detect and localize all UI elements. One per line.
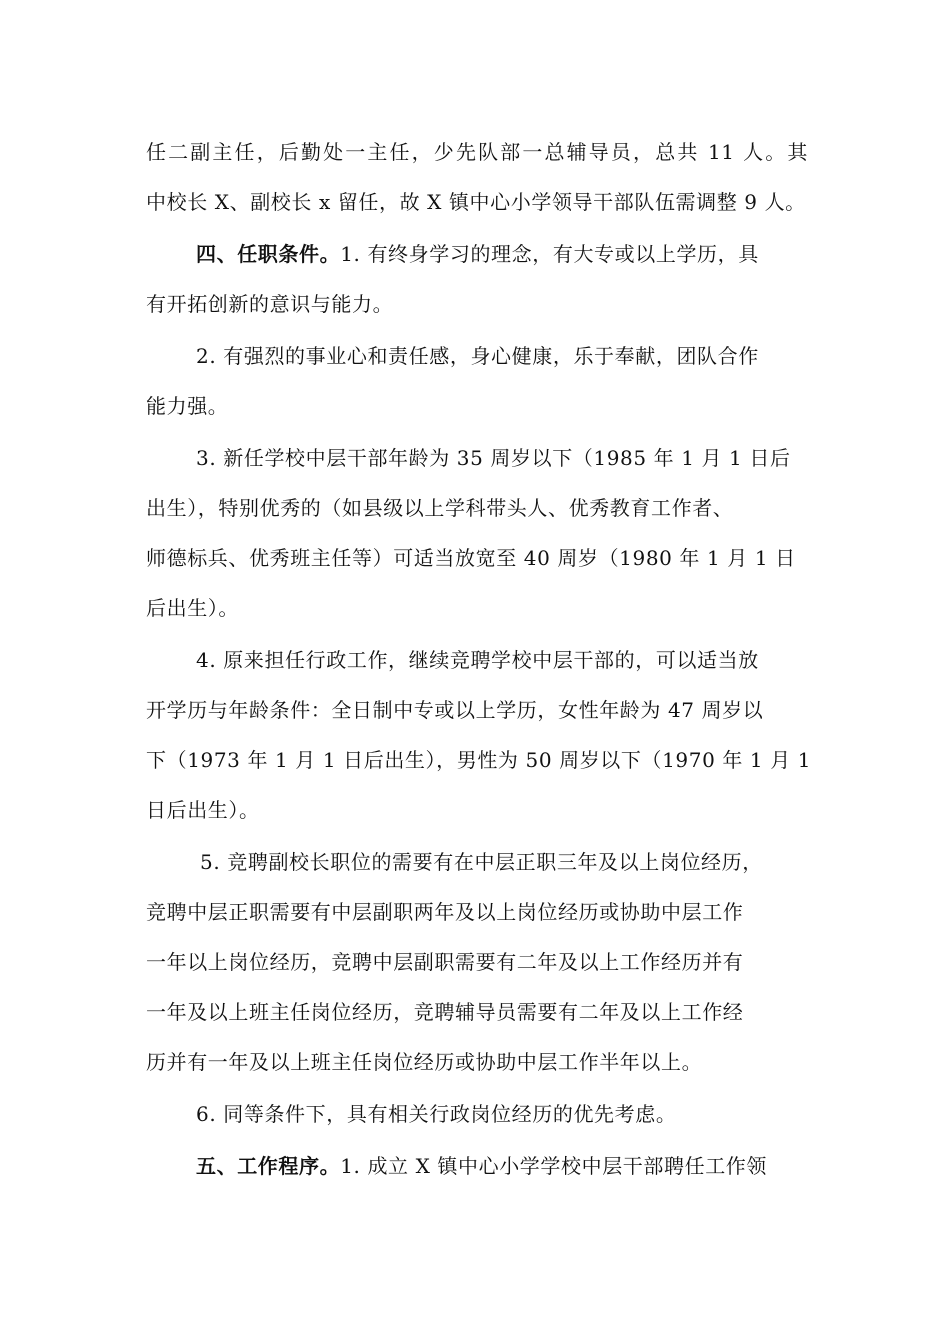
text-line: 开学历与年龄条件：全日制中专或以上学历，女性年龄为 47 周岁以 <box>146 698 764 722</box>
text-line: 5. 竞聘副校长职位的需要有在中层正职三年及以上岗位经历， <box>200 850 763 874</box>
text-line: 一年及以上班主任岗位经历，竞聘辅导员需要有二年及以上工作经 <box>146 1000 744 1024</box>
text-line: 有开拓创新的意识与能力。 <box>146 292 394 316</box>
document-body <box>146 127 812 1191</box>
text-line: 历并有一年及以上班主任岗位经历或协助中层工作半年以上。 <box>146 1050 703 1074</box>
text-line <box>146 229 808 279</box>
text-line: 一年以上岗位经历，竞聘中层副职需要有二年及以上工作经历并有 <box>146 950 744 974</box>
text-line: 任二副主任，后勤处一主任，少先队部一总辅导员，总共 11 人。其 <box>146 140 808 164</box>
text-line: 能力强。 <box>146 394 229 418</box>
text-line: 6. 同等条件下，具有相关行政岗位经历的优先考虑。 <box>196 1102 677 1126</box>
section-heading: 五、工作程序。 <box>196 1154 341 1178</box>
paragraph-section-five <box>146 1141 808 1191</box>
paragraph-condition-4 <box>146 635 812 835</box>
text-line: 竞聘中层正职需要有中层副职两年及以上岗位经历或协助中层工作 <box>146 900 744 924</box>
paragraph-staffing-summary <box>146 127 808 227</box>
paragraph-section-four <box>146 229 808 329</box>
text-line: 3. 新任学校中层干部年龄为 35 周岁以下（1985 年 1 月 1 日后 <box>196 446 791 470</box>
text-line: 日后出生）。 <box>146 798 260 822</box>
text-line: 师德标兵、优秀班主任等）可适当放宽至 40 周岁（1980 年 1 月 1 日 <box>146 546 796 570</box>
text-line: 后出生）。 <box>146 596 239 620</box>
paragraph-condition-6 <box>146 1089 808 1139</box>
paragraph-condition-3 <box>146 433 808 633</box>
text-line <box>146 1141 808 1191</box>
text-run: 1. 成立 X 镇中心小学学校中层干部聘任工作领 <box>340 1154 767 1178</box>
paragraph-condition-2 <box>146 331 808 431</box>
text-line: 4. 原来担任行政工作，继续竞聘学校中层干部的，可以适当放 <box>196 648 759 672</box>
text-line: 下（1973 年 1 月 1 日后出生），男性为 50 周岁以下（1970 年 1 月 1 <box>146 748 812 772</box>
section-heading: 四、任职条件。 <box>196 242 341 266</box>
text-line: 出生），特别优秀的（如县级以上学科带头人、优秀教育工作者、 <box>146 496 734 520</box>
paragraph-condition-5 <box>146 837 808 1087</box>
text-line: 中校长 X、副校长 x 留任，故 X 镇中心小学领导干部队伍需调整 9 人。 <box>146 190 806 214</box>
text-line: 2. 有强烈的事业心和责任感，身心健康，乐于奉献，团队合作 <box>196 344 759 368</box>
text-run: 1. 有终身学习的理念，有大专或以上学历，具 <box>340 242 759 266</box>
